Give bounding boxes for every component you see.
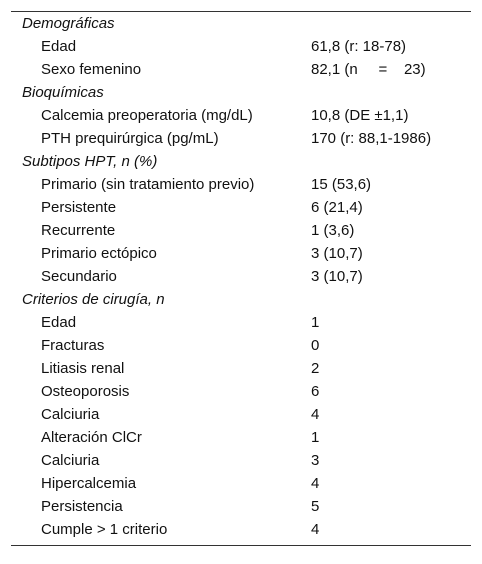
row-label: Primario (sin tratamiento previo): [41, 176, 255, 193]
row-label: Primario ectópico: [41, 245, 157, 262]
row-label: Calciuria: [41, 406, 100, 423]
row-label: Secundario: [41, 268, 117, 285]
row-value: 1 (3,6): [311, 222, 355, 239]
row-value: 4: [311, 521, 320, 538]
table-row: [11, 357, 471, 380]
row-value: 4: [311, 475, 320, 492]
row-value: 5: [311, 498, 320, 515]
table-row: [11, 518, 471, 541]
row-value: 6: [311, 383, 320, 400]
table-row: [11, 311, 471, 334]
row-label: Osteoporosis: [41, 383, 130, 400]
row-label: Litiasis renal: [41, 360, 125, 377]
table-row: [11, 449, 471, 472]
row-label: Edad: [41, 314, 77, 331]
row-label: Cumple > 1 criterio: [41, 521, 168, 538]
row-label: PTH prequirúrgica (pg/mL): [41, 130, 219, 147]
row-value: 0: [311, 337, 320, 354]
table-row: [11, 104, 471, 127]
section-header-bioquimicas: Bioquímicas: [22, 84, 104, 101]
table-row: [11, 242, 471, 265]
row-label: Persistencia: [41, 498, 123, 515]
table-row: [11, 380, 471, 403]
table-row: [11, 219, 471, 242]
table-row: [11, 472, 471, 495]
row-label: Persistente: [41, 199, 117, 216]
row-value: 1: [311, 429, 320, 446]
section-header-criterios-cirugia: Criterios de cirugía, n: [22, 291, 165, 308]
table-row: [11, 334, 471, 357]
row-value: 4: [311, 406, 320, 423]
row-value: 6 (21,4): [311, 199, 363, 216]
row-label: Calciuria: [41, 452, 100, 469]
row-value: 3: [311, 452, 320, 469]
row-label: Recurrente: [41, 222, 116, 239]
row-value: 82,1 (n = 23): [311, 61, 426, 78]
table-row: [11, 196, 471, 219]
row-label: Sexo femenino: [41, 61, 142, 78]
row-value: 2: [311, 360, 320, 377]
row-label: Edad: [41, 38, 77, 55]
row-value: 10,8 (DE ±1,1): [311, 107, 409, 124]
table-row: [11, 265, 471, 288]
row-label: Calcemia preoperatoria (mg/dL): [41, 107, 253, 124]
row-value: 3 (10,7): [311, 268, 363, 285]
row-value: 61,8 (r: 18-78): [311, 38, 407, 55]
table-row: [11, 173, 471, 196]
row-value: 3 (10,7): [311, 245, 363, 262]
section-header-demograficas: Demográficas: [22, 15, 115, 32]
row-value: 170 (r: 88,1-1986): [311, 130, 432, 147]
row-value: 15 (53,6): [311, 176, 372, 193]
row-label: Alteración ClCr: [41, 429, 142, 446]
table-row: [11, 58, 471, 81]
section-header-subtipos-hpt: Subtipos HPT, n (%): [22, 153, 158, 170]
table-row: [11, 35, 471, 58]
row-value: 1: [311, 314, 320, 331]
table-row: [11, 127, 471, 150]
table-row: [11, 495, 471, 518]
table-row: [11, 403, 471, 426]
row-label: Hipercalcemia: [41, 475, 137, 492]
data-table: [11, 11, 471, 546]
row-label: Fracturas: [41, 337, 105, 354]
table-row: [11, 426, 471, 449]
